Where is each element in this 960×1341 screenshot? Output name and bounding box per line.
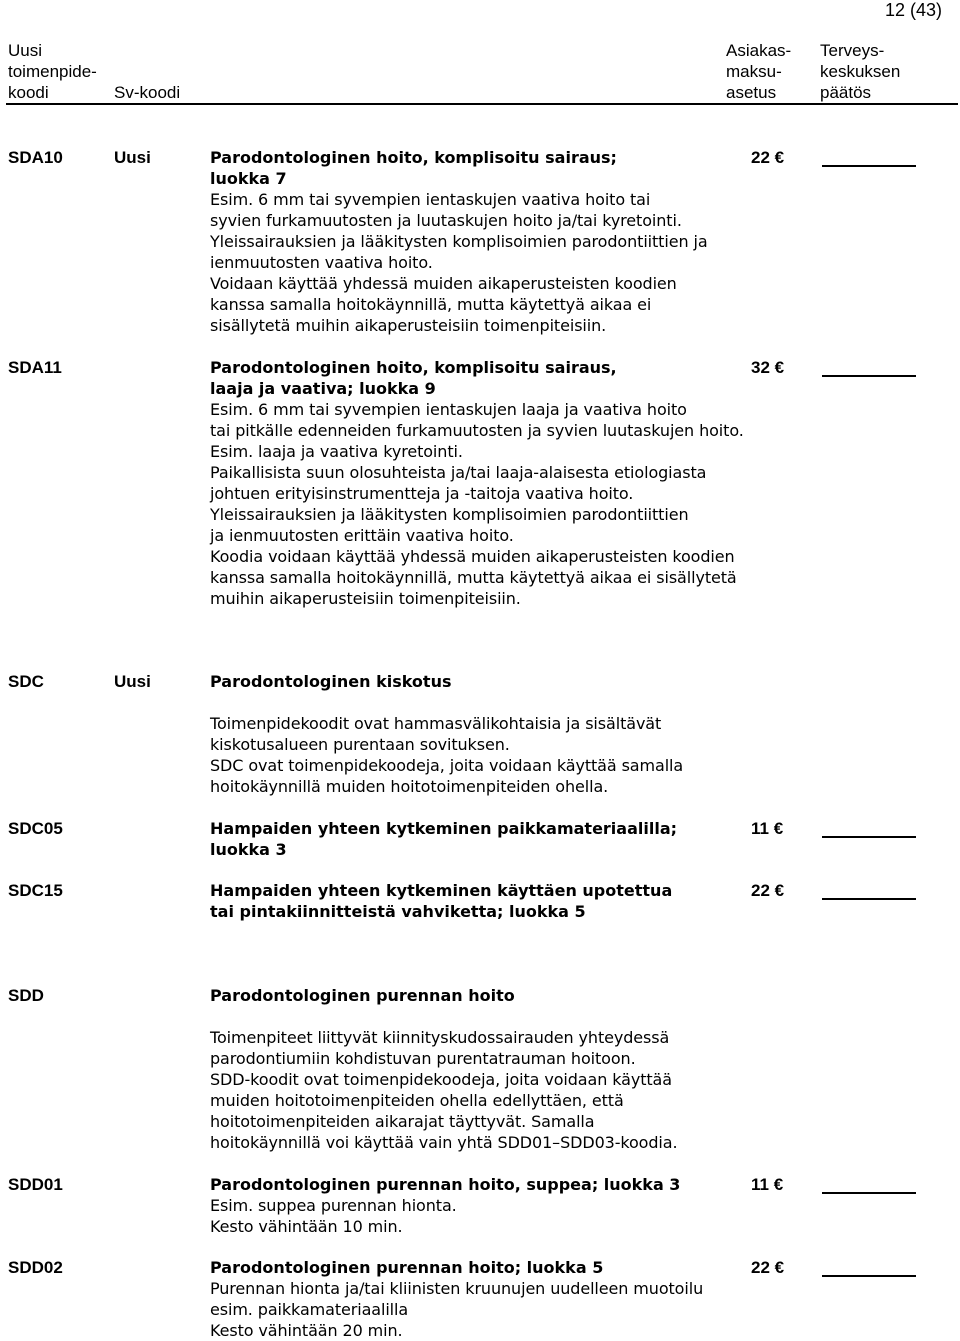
note-line: muihin aikaperusteisiin toimenpiteisiin. [210, 589, 521, 608]
title-line: laaja ja vaativa; luokka 9 [210, 379, 436, 398]
title-line: Parodontologinen purennan hoito, suppea; luokka 3 [210, 1175, 681, 1194]
note-line: Kesto vähintään 10 min. [210, 1217, 403, 1236]
procedure-code: SDC [8, 672, 44, 691]
header-line: Uusi [8, 41, 43, 60]
procedure-description [210, 1257, 790, 1341]
note-line: johtuen erityisinstrumentteja ja -taitoja vaativa hoito. [210, 484, 634, 503]
header-line: päätös [820, 83, 872, 102]
note-line: Kesto vähintään 20 min. [210, 1321, 403, 1340]
note-line: Yleissairauksien ja lääkitysten komplisoimien parodontiittien [210, 505, 689, 524]
procedure-description [210, 880, 790, 922]
fee-amount: 11 € [751, 1175, 784, 1194]
note-line: Esim. laaja ja vaativa kyretointi. [210, 442, 463, 461]
procedure-description [210, 985, 790, 1153]
procedure-title [210, 1257, 790, 1278]
procedure-notes [210, 1195, 790, 1237]
header-line: Asiakas- [726, 41, 792, 60]
note-line: ienmuutosten vaativa hoito. [210, 253, 433, 272]
procedure-title [210, 880, 790, 922]
page-number: 12 (43) [884, 0, 942, 20]
procedure-title [210, 671, 790, 692]
procedure-code: SDA10 [8, 148, 63, 167]
note-line: kiskotusalueen purentaan sovituksen. [210, 735, 510, 754]
note-line: parodontiumiin kohdistuvan purentatrauman hoitoon. [210, 1049, 636, 1068]
note-line: Esim. 6 mm tai syvempien ientaskujen vaativa hoito tai [210, 190, 651, 209]
note-line: Esim. 6 mm tai syvempien ientaskujen laaja ja vaativa hoito [210, 400, 687, 419]
title-line: Hampaiden yhteen kytkeminen paikkamateriaalilla; [210, 819, 678, 838]
decision-blank-line [822, 1275, 916, 1277]
fee-amount: 22 € [751, 1258, 785, 1277]
note-line: sisällytetä muihin aikaperusteisiin toimenpiteisiin. [210, 316, 607, 335]
header-rule [6, 103, 958, 105]
header-line: koodi [8, 83, 49, 102]
note-line: Purennan hionta ja/tai kliinisten kruunujen uudelleen muotoilu [210, 1279, 704, 1298]
title-line: Parodontologinen purennan hoito [210, 986, 515, 1005]
procedure-title [210, 357, 790, 399]
decision-blank-line [822, 165, 916, 167]
sv-code: Uusi [114, 148, 151, 167]
fee-amount: 32 € [751, 358, 785, 377]
procedure-code: SDC15 [8, 881, 63, 900]
header-line: Terveys- [820, 41, 885, 60]
title-line: tai pintakiinnitteistä vahviketta; luokka 5 [210, 902, 586, 921]
title-line: Parodontologinen kiskotus [210, 672, 452, 691]
title-line: Parodontologinen purennan hoito; luokka 5 [210, 1258, 604, 1277]
fee-amount: 11 € [751, 819, 784, 838]
procedure-description [210, 147, 790, 336]
header-line: asetus [726, 83, 777, 102]
procedure-title [210, 985, 790, 1006]
note-line: SDC ovat toimenpidekoodeja, joita voidaan käyttää samalla [210, 756, 684, 775]
procedure-notes [210, 189, 790, 336]
note-line: Toimenpiteet liittyvät kiinnityskudossairauden yhteydessä [210, 1028, 670, 1047]
procedure-code: SDA11 [8, 358, 62, 377]
note-line: Toimenpidekoodit ovat hammasvälikohtaisia ja sisältävät [210, 714, 662, 733]
title-line: Parodontologinen hoito, komplisoitu sairaus, [210, 358, 617, 377]
procedure-code: SDD [8, 986, 44, 1005]
column-header-decision [820, 40, 900, 103]
note-line: Koodia voidaan käyttää yhdessä muiden aikaperusteisten koodien [210, 547, 735, 566]
note-line: kanssa samalla hoitokäynnillä, mutta käytettyä aikaa ei [210, 295, 652, 314]
header-line: keskuksen [820, 62, 901, 81]
procedure-title [210, 818, 790, 860]
note-line: Yleissairauksien ja lääkitysten komplisoimien parodontiittien ja [210, 232, 708, 251]
procedure-code: SDD02 [8, 1258, 63, 1277]
procedure-title [210, 147, 790, 189]
note-line: ja ienmuutosten erittäin vaativa hoito. [210, 526, 514, 545]
title-line: luokka 7 [210, 169, 287, 188]
column-header-sv-code: Sv-koodi [114, 83, 181, 102]
fee-amount: 22 € [751, 148, 785, 167]
note-line: tai pitkälle edenneiden furkamuutosten ja syvien luutaskujen hoito. [210, 421, 744, 440]
title-line: Hampaiden yhteen kytkeminen käyttäen upotettua [210, 881, 673, 900]
note-line: syvien furkamuutosten ja luutaskujen hoito ja/tai kyretointi. [210, 211, 682, 230]
sv-code: Uusi [114, 672, 151, 691]
note-line: Esim. suppea purennan hionta. [210, 1196, 457, 1215]
decision-blank-line [822, 1192, 916, 1194]
header-line: toimenpide- [8, 62, 97, 81]
procedure-description [210, 357, 790, 609]
note-line: kanssa samalla hoitokäynnillä, mutta käytettyä aikaa ei sisällytetä [210, 568, 737, 587]
fee-amount: 22 € [751, 881, 785, 900]
note-line: hoitokäynnillä voi käyttää vain yhtä SDD01–SDD03-koodia. [210, 1133, 678, 1152]
procedure-code: SDD01 [8, 1175, 63, 1194]
note-line: Paikallisista suun olosuhteista ja/tai laaja-alaisesta etiologiasta [210, 463, 707, 482]
decision-blank-line [822, 836, 916, 838]
note-line: esim. paikkamateriaalilla [210, 1300, 409, 1319]
note-line: muiden hoitotoimenpiteiden ohella edellyttäen, että [210, 1091, 624, 1110]
title-line: Parodontologinen hoito, komplisoitu sairaus; [210, 148, 617, 167]
decision-blank-line [822, 898, 916, 900]
procedure-description [210, 818, 790, 860]
column-header-new-code [8, 40, 97, 103]
column-header-fee [726, 40, 791, 103]
note-line: hoitotoimenpiteiden aikarajat täyttyvät. Samalla [210, 1112, 595, 1131]
procedure-notes [210, 1027, 790, 1153]
procedure-notes [210, 713, 790, 797]
title-line: luokka 3 [210, 840, 287, 859]
procedure-description [210, 671, 790, 797]
note-line: SDD-koodit ovat toimenpidekoodeja, joita voidaan käyttää [210, 1070, 672, 1089]
note-line: hoitokäynnillä muiden hoitotoimenpiteiden ohella. [210, 777, 609, 796]
procedure-code: SDC05 [8, 819, 63, 838]
procedure-title [210, 1174, 790, 1195]
procedure-notes [210, 399, 790, 609]
note-line: Voidaan käyttää yhdessä muiden aikaperusteisten koodien [210, 274, 677, 293]
procedure-description [210, 1174, 790, 1237]
decision-blank-line [822, 375, 916, 377]
procedure-notes [210, 1278, 790, 1341]
header-line: maksu- [726, 62, 782, 81]
